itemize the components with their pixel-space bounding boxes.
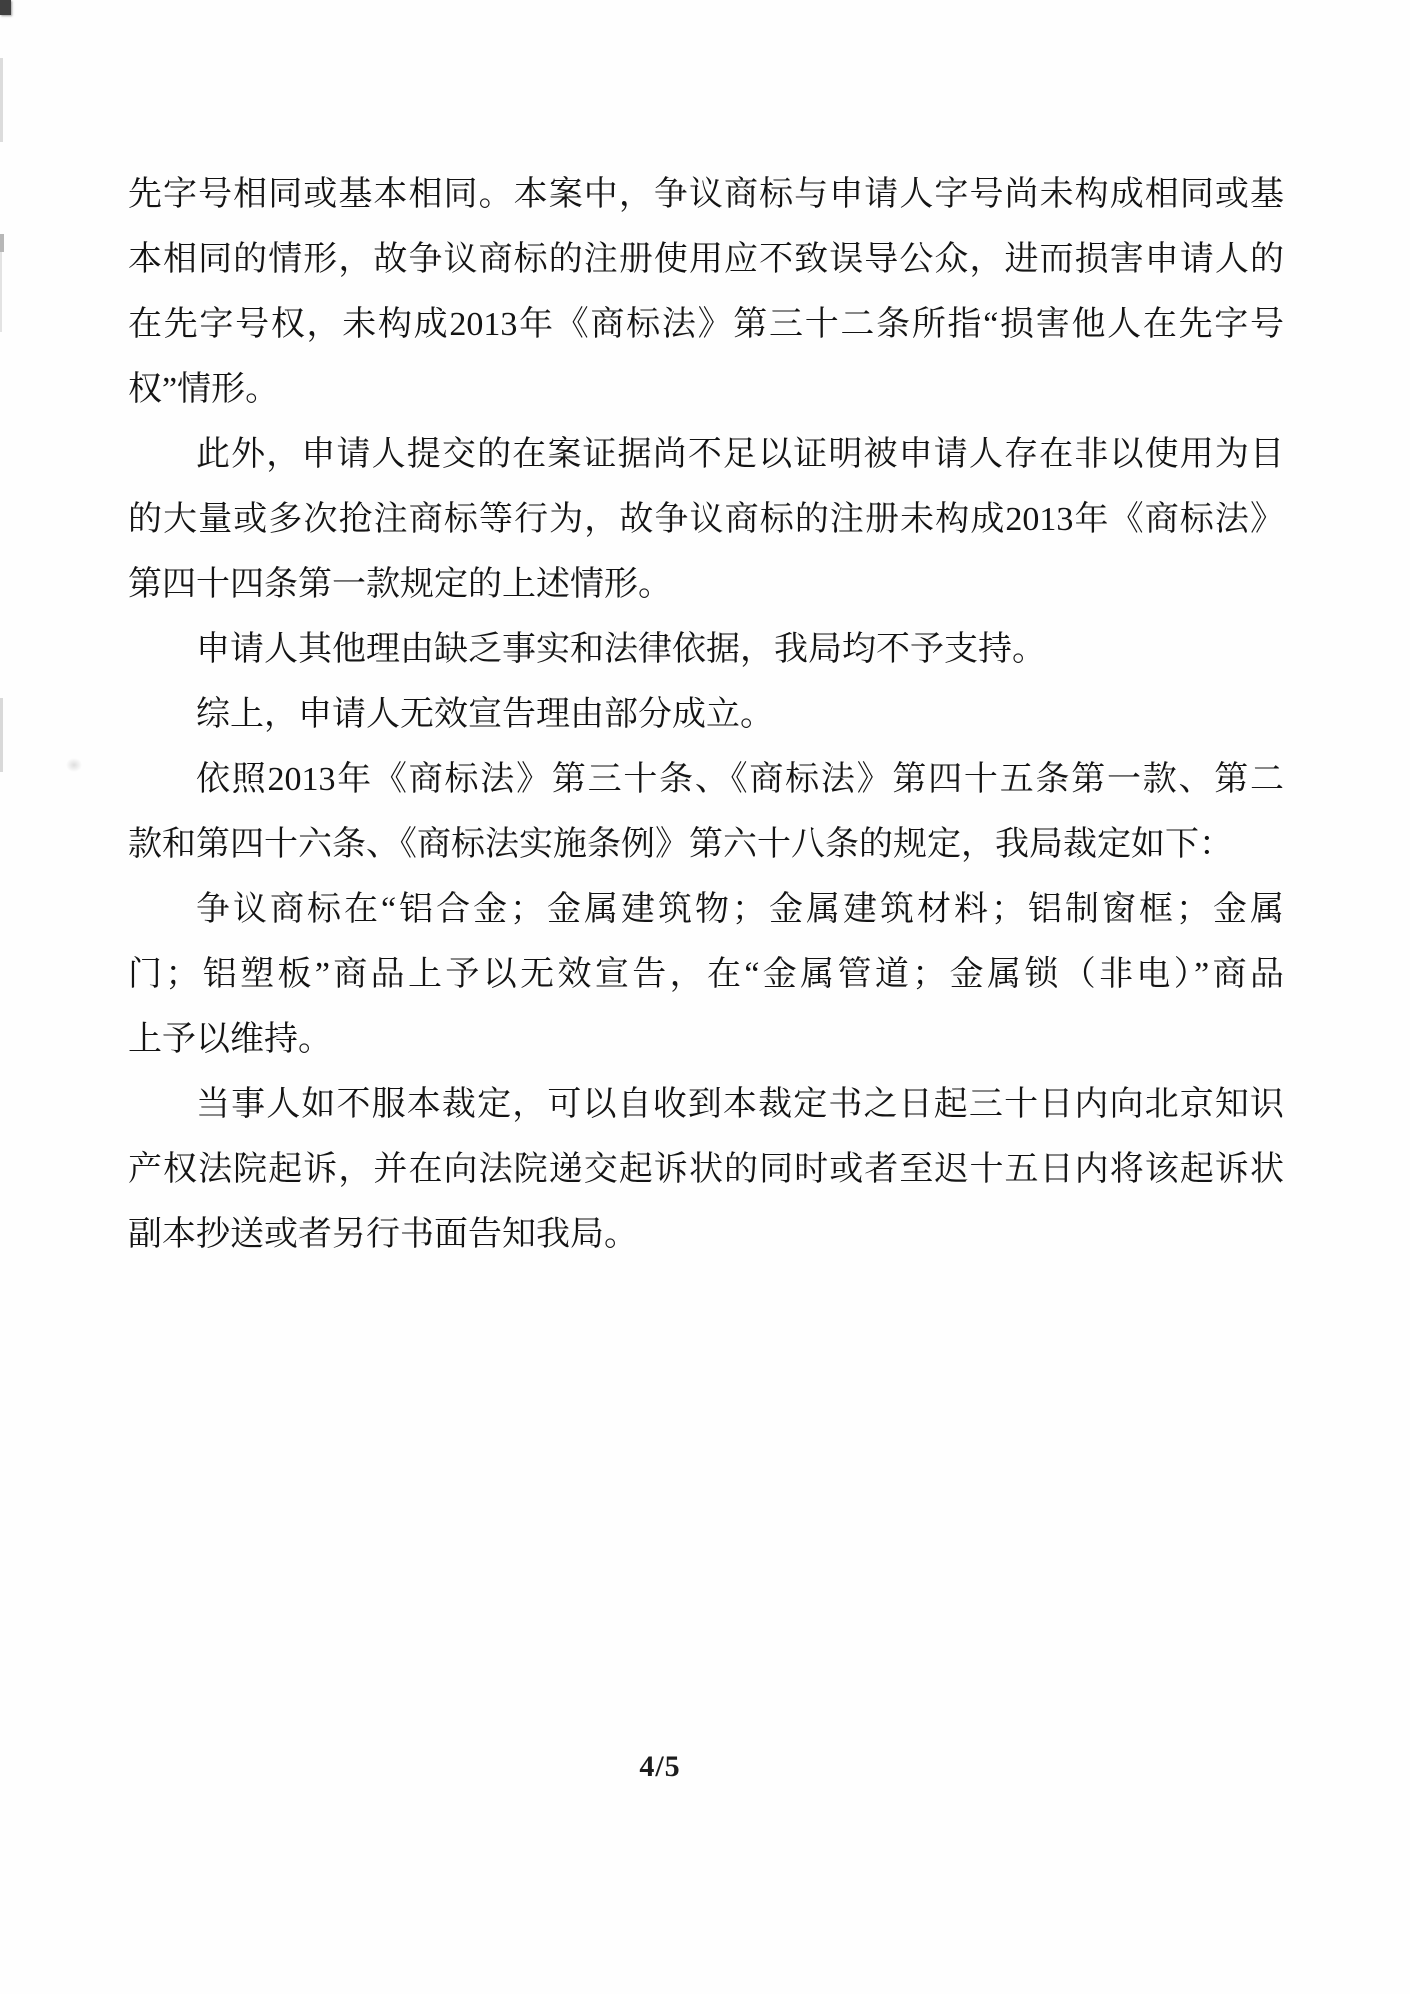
document-line: 的大量或多次抢注商标等行为，故争议商标的注册未构成2013年《商标法》 xyxy=(128,501,1284,538)
document-line: 款和第四十六条、《商标法实施条例》第六十八条的规定，我局裁定如下： xyxy=(128,826,1233,863)
scan-artifact-edge-strip xyxy=(0,252,2,332)
document-line: 本相同的情形，故争议商标的注册使用应不致误导公众，进而损害申请人的 xyxy=(128,241,1284,278)
document-line: 第四十四条第一款规定的上述情形。 xyxy=(128,566,672,603)
document-line: 综上，申请人无效宣告理由部分成立。 xyxy=(196,696,774,733)
scan-artifact-edge-blob xyxy=(0,234,4,252)
page-number: 4/5 xyxy=(639,1750,681,1783)
document-line: 先字号相同或基本相同。本案中，争议商标与申请人字号尚未构成相同或基 xyxy=(128,176,1284,213)
document-line: 副本抄送或者另行书面告知我局。 xyxy=(128,1216,638,1253)
scan-artifact-edge-strip xyxy=(0,58,3,142)
scan-artifact-smudge xyxy=(66,758,82,772)
document-line: 当事人如不服本裁定，可以自收到本裁定书之日起三十日内向北京知识 xyxy=(196,1086,1284,1123)
document-line: 产权法院起诉，并在向法院递交起诉状的同时或者至迟十五日内将该起诉状 xyxy=(128,1151,1284,1188)
document-line: 申请人其他理由缺乏事实和法律依据，我局均不予支持。 xyxy=(196,631,1046,668)
scan-artifact-edge-strip xyxy=(0,698,3,772)
scan-artifact-corner xyxy=(0,0,11,15)
document-line: 此外，申请人提交的在案证据尚不足以证明被申请人存在非以使用为目 xyxy=(196,436,1284,473)
document-body xyxy=(128,162,1284,1267)
document-line: 在先字号权，未构成2013年《商标法》第三十二条所指“损害他人在先字号 xyxy=(128,306,1284,343)
document-line: 依照2013年《商标法》第三十条、《商标法》第四十五条第一款、第二 xyxy=(196,761,1284,798)
document-line: 争议商标在“铝合金；金属建筑物；金属建筑材料；铝制窗框；金属 xyxy=(196,891,1284,928)
document-line: 上予以维持。 xyxy=(128,1021,332,1058)
document-line: 权”情形。 xyxy=(128,371,280,408)
document-line: 门；铝塑板”商品上予以无效宣告，在“金属管道；金属锁（非电）”商品 xyxy=(128,956,1284,993)
